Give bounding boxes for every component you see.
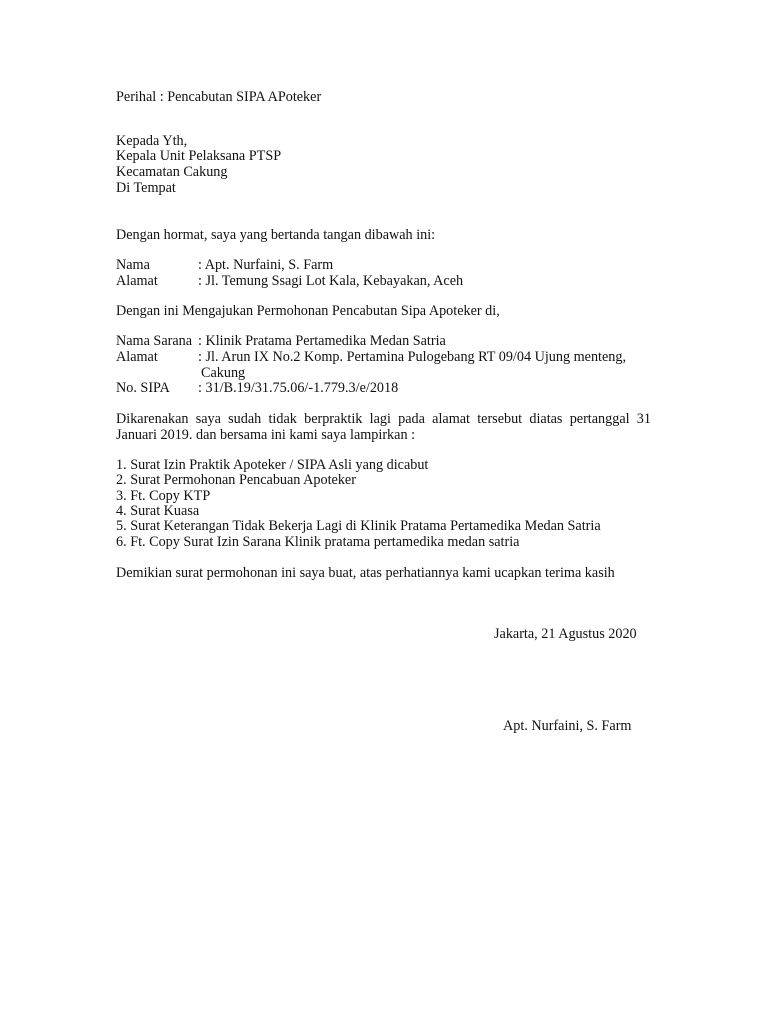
applicant-name-value: : Apt. Nurfaini, S. Farm [198,257,334,273]
recipient-line-4: Di Tempat [116,180,176,196]
facility-name-row [116,333,446,349]
recipient-line-3: Kecamatan Cakung [116,164,228,180]
facility-address-continuation: Cakung [201,365,246,381]
attachment-item-4: 4. Surat Kuasa [116,503,200,519]
attachment-item-3: 3. Ft. Copy KTP [116,488,211,504]
closing-sentence: Demikian surat permohonan ini saya buat, atas perhatiannya kami ucapkan terima kasih [116,565,615,581]
attachment-item-1: 1. Surat Izin Praktik Apoteker / SIPA Asli yang dicabut [116,457,429,473]
facility-name-value: : Klinik Pratama Pertamedika Medan Satria [198,333,446,349]
attachment-item-5: 5. Surat Keterangan Tidak Bekerja Lagi di Klinik Pratama Pertamedika Medan Satria [116,518,601,534]
facility-name-label: Nama Sarana [116,333,193,349]
facility-sipa-value: : 31/B.19/31.75.06/-1.779.3/e/2018 [198,380,399,396]
attachment-item-2: 2. Surat Permohonan Pencabuan Apoteker [116,472,356,488]
facility-sipa-row [116,380,398,396]
facility-address-label: Alamat [116,349,158,365]
reason-line-2: Januari 2019. dan bersama ini kami saya lampirkan : [116,427,416,443]
attachment-item-6: 6. Ft. Copy Surat Izin Sarana Klinik pratama pertamedika medan satria [116,534,520,550]
facility-address-value: : Jl. Arun IX No.2 Komp. Pertamina Pulogebang RT 09/04 Ujung menteng, [198,349,627,365]
facility-address-row [116,349,626,365]
place-date: Jakarta, 21 Agustus 2020 [494,626,637,642]
applicant-address-row [116,273,463,289]
applicant-address-value: : Jl. Temung Ssagi Lot Kala, Kebayakan, Aceh [198,273,464,289]
applicant-address-label: Alamat [116,273,158,289]
reason-paragraph [116,411,651,443]
greeting: Dengan hormat, saya yang bertanda tangan dibawah ini: [116,227,436,243]
recipient-line-2: Kepala Unit Pelaksana PTSP [116,148,282,164]
letter-subject: Perihal : Pencabutan SIPA APoteker [116,89,322,105]
recipient-line-1: Kepada Yth, [116,133,188,149]
applicant-name-label: Nama [116,257,150,273]
facility-sipa-label: No. SIPA [116,380,170,396]
signature-name: Apt. Nurfaini, S. Farm [503,718,632,734]
reason-line-1: Dikarenakan saya sudah tidak berpraktik lagi pada alamat tersebut diatas pertanggal 31 [116,411,651,427]
request-intro: Dengan ini Mengajukan Permohonan Pencabutan Sipa Apoteker di, [116,303,500,319]
applicant-name-row [116,257,333,273]
